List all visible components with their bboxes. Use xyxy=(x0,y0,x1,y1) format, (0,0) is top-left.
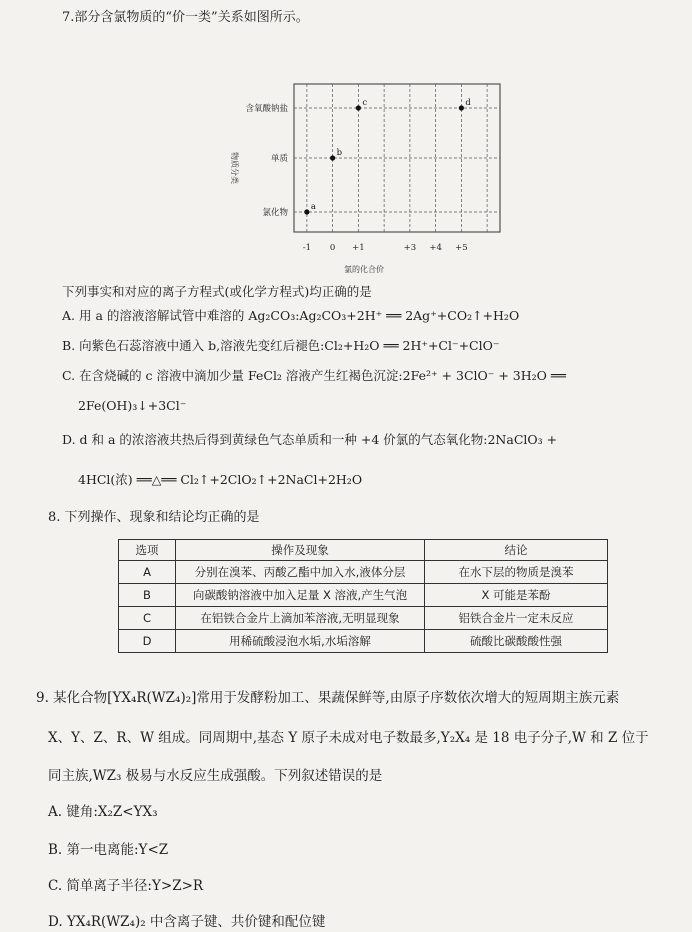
x-tick-label: +5 xyxy=(455,243,468,253)
valence-class-chart xyxy=(222,72,512,282)
header-operation: 操作及现象 xyxy=(176,540,425,561)
table-row xyxy=(119,607,608,630)
x-tick-label: -1 xyxy=(302,243,312,253)
x-tick-label: +3 xyxy=(403,243,417,253)
x-tick-labels xyxy=(303,243,468,253)
q7-option-c-line1: C. 在含烧碱的 c 溶液中滴加少量 FeCl₂ 溶液产生红褐色沉淀:2Fe²⁺ + 3ClO⁻ + 3H₂O ══ xyxy=(62,368,566,383)
data-point-b xyxy=(330,155,335,160)
table-cell: C xyxy=(119,607,176,630)
q8-stem: 8. 下列操作、现象和结论均正确的是 xyxy=(48,510,260,525)
table-cell: 分别在溴苯、丙酸乙酯中加入水,液体分层 xyxy=(176,561,425,584)
q9-option-a: A. 键角:X₂Z<YX₃ xyxy=(48,804,158,820)
y-category-label: 氯化物 xyxy=(262,208,288,218)
header-option: 选项 xyxy=(119,540,176,561)
table-row xyxy=(119,561,608,584)
table-cell: D xyxy=(119,630,176,653)
q7-option-c-line2: 2Fe(OH)₃↓+3Cl⁻ xyxy=(78,398,187,413)
table-row xyxy=(119,630,608,653)
table-cell: 用稀硫酸浸泡水垢,水垢溶解 xyxy=(176,630,425,653)
data-point-label: b xyxy=(336,148,343,158)
q7-option-d-line1: D. d 和 a 的浓溶液共热后得到黄绿色气态单质和一种 +4 价氯的气态氧化物:2NaClO₃ + xyxy=(62,432,558,447)
q9-option-c: C. 简单离子半径:Y>Z>R xyxy=(48,878,204,894)
table-cell: A xyxy=(119,561,176,584)
q9-stem-line2: X、Y、Z、R、W 组成。同周期中,基态 Y 原子未成对电子数最多,Y₂X₄ 是 18 电子分子,W 和 Z 位于 xyxy=(48,730,649,746)
table-cell: 在铝铁合金片上滴加苯溶液,无明显现象 xyxy=(176,607,425,630)
q8-table xyxy=(118,539,608,653)
x-tick-label: +1 xyxy=(352,243,365,253)
q7-option-a: A. 用 a 的溶液溶解试管中难溶的 Ag₂CO₃:Ag₂CO₃+2H⁺ ══ 2Ag⁺+CO₂↑+H₂O xyxy=(62,308,520,323)
table-row xyxy=(119,584,608,607)
table-cell: 向碳酸钠溶液中加入足量 X 溶液,产生气泡 xyxy=(176,584,425,607)
q7-option-d-line2: 4HCl(浓) ══△══ Cl₂↑+2ClO₂↑+2NaCl+2H₂O xyxy=(78,472,363,487)
q9-stem-line3: 同主族,WZ₃ 极易与水反应生成强酸。下列叙述错误的是 xyxy=(48,768,383,784)
x-axis-label: 氯的化合价 xyxy=(344,265,384,274)
data-point-c xyxy=(356,105,361,110)
data-points xyxy=(304,98,471,215)
y-category-labels xyxy=(245,103,288,218)
table-cell: 铝铁合金片一定未反应 xyxy=(425,607,608,630)
x-tick-label: +4 xyxy=(429,243,442,253)
table-header-row xyxy=(119,540,608,561)
data-point-label: d xyxy=(465,98,471,108)
x-tick-label: 0 xyxy=(329,243,336,253)
data-point-label: a xyxy=(310,202,316,212)
q9-stem-line1: 9. 某化合物[YX₄R(WZ₄)₂]常用于发酵粉加工、果蔬保鲜等,由原子序数依次增大的短周期主族元素 xyxy=(36,690,620,706)
data-point-label: c xyxy=(362,98,368,108)
data-point-a xyxy=(304,209,309,214)
table-cell: 硫酸比碳酸酸性强 xyxy=(425,630,608,653)
table-cell: B xyxy=(119,584,176,607)
q9-option-d: D. YX₄R(WZ₄)₂ 中含离子键、共价键和配位键 xyxy=(48,914,326,930)
q7-intro: 下列事实和对应的离子方程式(或化学方程式)均正确的是 xyxy=(62,284,372,299)
table-cell: X 可能是苯酚 xyxy=(425,584,608,607)
header-conclusion: 结论 xyxy=(425,540,608,561)
y-axis-label: 物质分类 xyxy=(230,152,239,184)
data-point-d xyxy=(459,105,464,110)
y-category-label: 单质 xyxy=(270,154,288,164)
q9-option-b: B. 第一电离能:Y<Z xyxy=(48,842,169,858)
table-cell: 在水下层的物质是溴苯 xyxy=(425,561,608,584)
y-category-label: 含氧酸钠盐 xyxy=(245,104,288,114)
q7-option-b: B. 向紫色石蕊溶液中通入 b,溶液先变红后褪色:Cl₂+H₂O ══ 2H⁺+Cl⁻+ClO⁻ xyxy=(62,338,500,353)
q7-stem: 7.部分含氯物质的“价一类”关系如图所示。 xyxy=(62,10,309,25)
